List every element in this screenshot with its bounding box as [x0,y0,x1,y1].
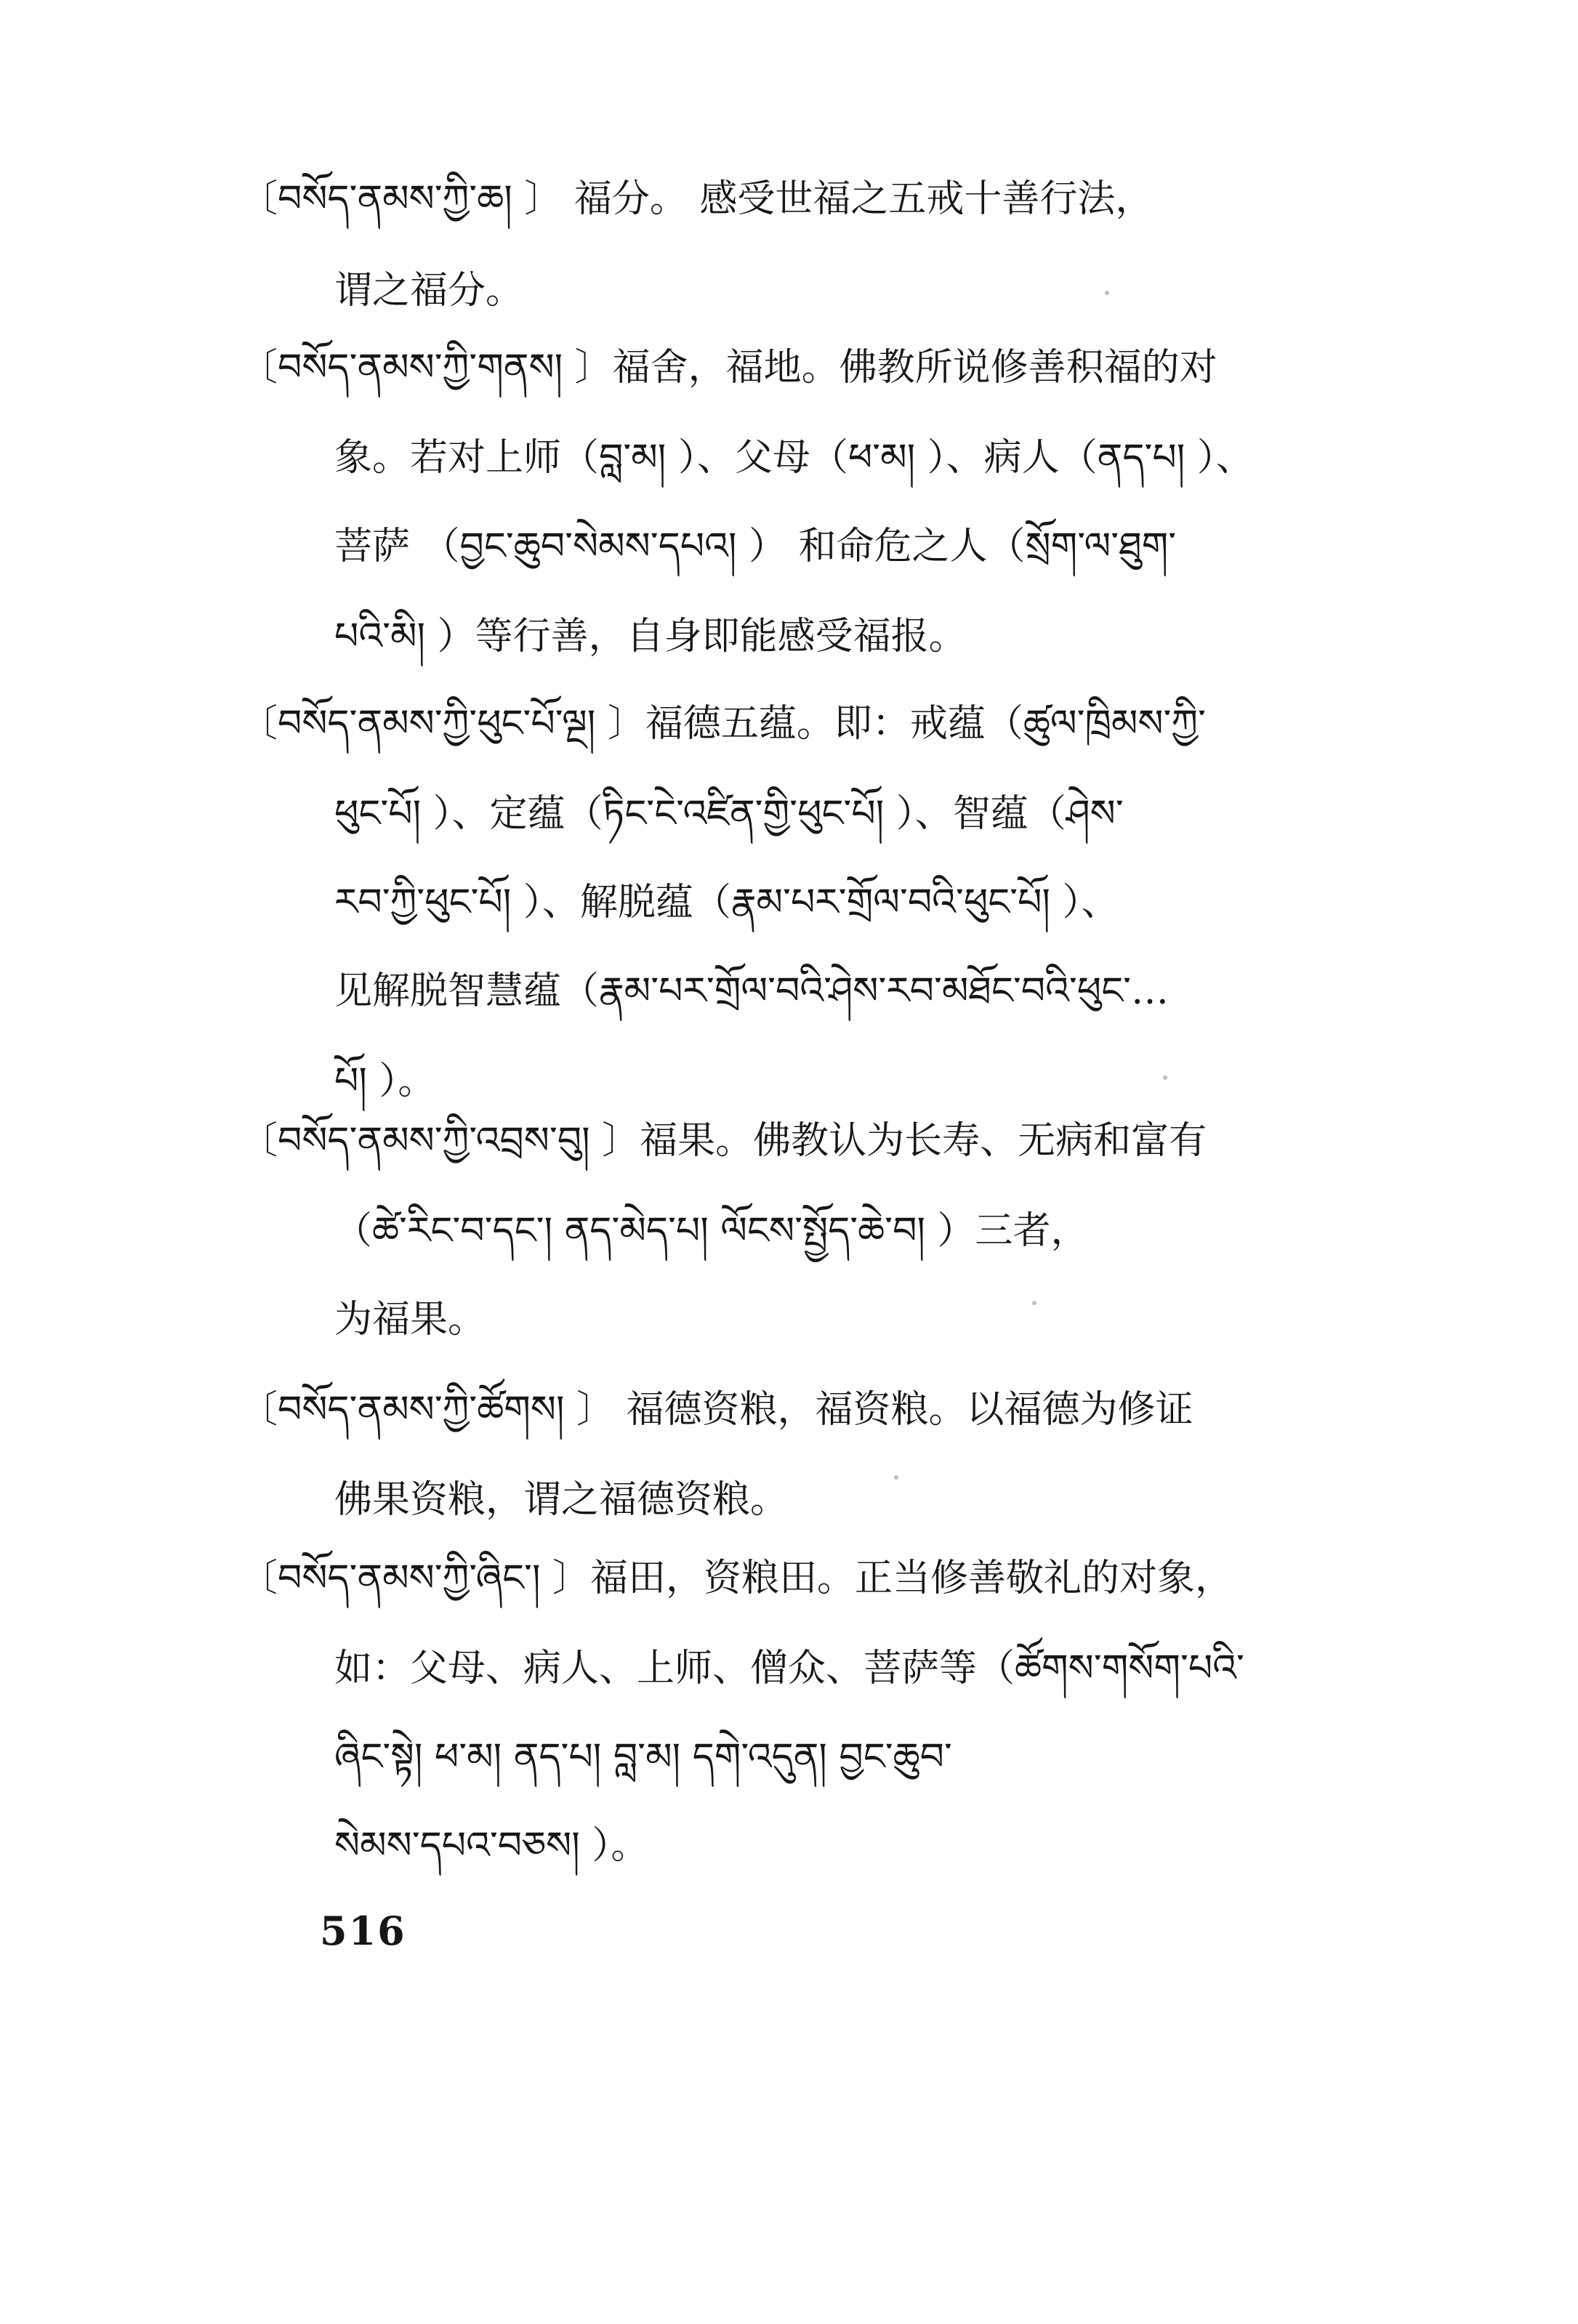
entry-text-line: （ཚེ་རིང་བ་དང་། ནད་མེད་པ། ལོངས་སྤྱོད་ཆེ་བ། ）三者， [334,1209,1089,1253]
entry-text-line: པའི་མི། ）等行善，自身即能感受福报。 [334,615,967,658]
scan-speck [894,1475,898,1480]
scan-speck [1163,1076,1167,1080]
entry-headword-line: 〔བསོད་ནམས་ཀྱི་ཚོགས། 〕 福德资粮，福资粮。以福德为修证 [240,1388,1193,1432]
page-number: 516 [320,1908,406,1954]
entry-headword-line: 〔བསོད་ནམས་ཀྱི་ཆ། 〕 福分。 感受世福之五戒十善行法， [240,177,1154,221]
scan-speck [1032,1301,1036,1305]
scan-speck [1105,291,1109,295]
entry-text-line: 佛果资粮，谓之福德资粮。 [334,1478,789,1522]
entry-text-line: པོ། ）。 [334,1060,436,1103]
entry-text-line: 如：父母、病人、上师、僧众、菩萨等（ཚོགས་གསོག་པའི་ [334,1647,1244,1690]
entry-text-line: 菩萨 （བྱང་ཆུབ་སེམས་དཔའ། ） 和命危之人（སྲོག་ལ་ཐུག་ [334,525,1177,568]
entry-text-line: 谓之福分。 [334,269,524,312]
entry-text-line: 为福果。 [334,1298,486,1341]
entry-headword-line: 〔བསོད་ནམས་ཀྱི་ཞིང་། 〕福田，资粮田。正当修善敬礼的对象， [240,1557,1233,1600]
entry-text-line: 见解脱智慧蕴（རྣམ་པར་གྲོལ་བའི་ཤེས་རབ་མཐོང་བའི་ཕུང་… [334,969,1170,1013]
entry-text-line: ཕུང་པོ། ）、定蕴（ཏིང་ངེ་འཛིན་གྱི་ཕུང་པོ། ）、智蕴（ཤེས་ [334,792,1124,836]
entry-text-line: སེམས་དཔའ་བཅས། ）。 [334,1824,649,1868]
entry-text-line: རབ་ཀྱི་ཕུང་པོ། ）、解脱蕴（རྣམ་པར་གྲོལ་བའི་ཕུང་པོ། ）、 [334,881,1119,924]
entry-text-line: ཞིང་སྟེ། ཕ་མ། ནད་པ། བླ་མ། དགེ་འདུན། བྱང་ཆུབ་ [334,1735,952,1779]
entry-headword-line: 〔བསོད་ནམས་ཀྱི་འབྲས་བུ། 〕福果。佛教认为长寿、无病和富有 [240,1119,1207,1163]
entry-headword-line: 〔བསོད་ནམས་ཀྱི་གནས། 〕福舍，福地。佛教所说修善积福的对 [240,346,1217,390]
entry-headword-line: 〔བསོད་ནམས་ཀྱི་ཕུང་པོ་ལྔ། 〕福德五蕴。即：戒蕴（ཚུལ་ཁྲིམས་ཀྱི་ [240,702,1206,746]
entry-text-line: 象。若对上师（བླ་མ། ）、父母（ཕ་མ། ）、病人（ནད་པ། ）、 [334,436,1254,480]
